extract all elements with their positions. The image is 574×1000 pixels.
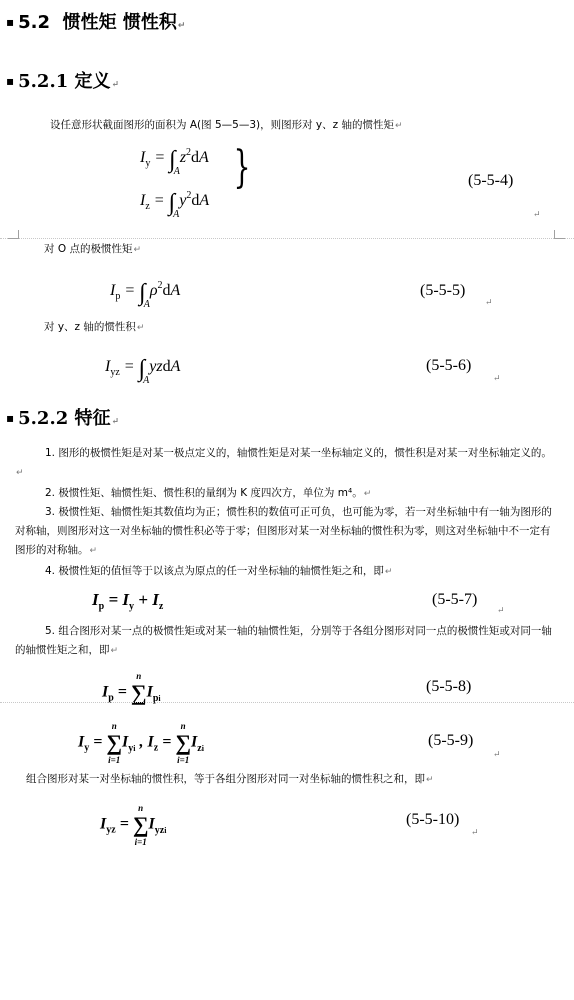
- paragraph-mark: ↵: [497, 606, 505, 616]
- page-break-line: [0, 238, 574, 239]
- paragraph-mark: ↵: [111, 417, 120, 427]
- equation-iz: $I_z = \int_Ay^2dA$: [140, 190, 210, 220]
- feature-item-6: [26, 770, 434, 790]
- equation-ip: $I_p = \int_A\rho^2dA$: [110, 280, 181, 310]
- equation-iy-iz-composite: $I_y$ = n ∑ i=1 $I_{yi}$ , $I_z$ = n ∑ i=1 $I_{zi}$: [78, 721, 204, 765]
- paragraph-mark: ↵: [89, 546, 98, 556]
- section-heading-5-2-2: ▪ 5.2.2 特征↵: [6, 408, 120, 429]
- polar-intro: [44, 240, 141, 260]
- feature-item-2: [15, 484, 560, 504]
- paragraph-mark: ↵: [426, 775, 434, 785]
- equation-iyz-composite: $I_{yz}$ = n ∑ i=1 $I_{yzi}$: [100, 803, 167, 847]
- paragraph-mark: ↵: [133, 245, 141, 255]
- definition-intro-text: 设任意形状截面图形的面积为 A(图 5—5—3)，则图形对 y、z 轴的惯性矩: [50, 119, 394, 131]
- paragraph-mark: ↵: [533, 210, 541, 220]
- paragraph-mark: ↵: [485, 298, 493, 308]
- paragraph-mark: ↵: [111, 80, 120, 90]
- product-intro: [44, 318, 144, 338]
- paragraph-mark: ↵: [471, 828, 479, 838]
- equation-number: (5-5-4): [468, 172, 514, 189]
- equation-iy: $I_y = \int_Az^2dA$: [140, 147, 209, 177]
- paragraph-mark: ↵: [177, 21, 186, 31]
- paragraph-mark: ↵: [384, 567, 393, 577]
- equation-number: (5-5-5): [420, 282, 466, 299]
- section-number: 5.2.1: [18, 71, 69, 92]
- feature-text: 2. 极惯性矩、轴惯性矩、惯性积的量纲为 K 度四次方，单位为 m⁴。: [45, 487, 363, 499]
- equation-iyz: $I_{yz}$ = $\int_AyzdA$: [105, 356, 181, 386]
- section-heading-5-2: ▪ 5.2 惯性矩 惯性积↵: [6, 12, 186, 33]
- equation-number: (5-5-6): [426, 357, 472, 374]
- polar-intro-text: 对 O 点的极惯性矩: [44, 243, 133, 255]
- feature-item-1: [15, 444, 560, 483]
- paragraph-mark: ↵: [110, 646, 119, 656]
- paragraph-mark: ↵: [493, 374, 501, 384]
- paragraph-mark: ↵: [493, 750, 501, 760]
- feature-text: 组合图形对某一对坐标轴的惯性积，等于各组分图形对同一对坐标轴的惯性积之和，即: [26, 773, 425, 785]
- section-heading-5-2-1: ▪ 5.2.1 定义↵: [6, 71, 120, 92]
- paragraph-mark: ↵: [395, 121, 403, 131]
- equation-number: (5-5-10): [406, 811, 460, 828]
- paragraph-mark: ↵: [136, 323, 145, 333]
- section-number: 5.2.2: [18, 408, 69, 429]
- feature-text: 3. 极惯性矩、轴惯性矩其数值均为正；惯性积的数值可正可负，也可能为零，若一对坐标轴中有一轴为图形的对称轴，则图形对这一对坐标轴的惯性积必等于零；但图形对某一对坐标轴的惯性积为零，则这对坐标轴中不一定有图形的对称轴。: [15, 506, 552, 556]
- margin-corner-mark: [8, 230, 19, 239]
- equation-number: (5-5-9): [428, 732, 474, 749]
- feature-item-4: [15, 562, 560, 582]
- section-title: 惯性矩 惯性积: [62, 12, 177, 33]
- definition-intro: [50, 116, 403, 136]
- paragraph-mark: ↵: [363, 489, 372, 499]
- feature-item-5: [15, 622, 560, 661]
- equation-ip-composite: $I_p$ = n ∑ $I_{pi}$: [102, 671, 161, 705]
- feature-text: 4. 极惯性矩的值恒等于以该点为原点的任一对坐标轴的轴惯性矩之和，即: [45, 565, 384, 577]
- section-title: 定义: [74, 71, 111, 92]
- feature-item-3: [15, 503, 560, 561]
- feature-text: 5. 组合图形对某一点的极惯性矩或对某一轴的轴惯性矩，分别等于各组分图形对同一点的极惯性矩或对同一轴的轴惯性矩之和，即: [15, 625, 552, 656]
- equation-number: (5-5-7): [432, 591, 478, 608]
- margin-corner-mark: [554, 230, 565, 239]
- equation-number: (5-5-8): [426, 678, 472, 695]
- equation-brace: }: [233, 142, 251, 193]
- paragraph-mark: ↵: [16, 468, 24, 478]
- section-title: 特征: [74, 408, 111, 429]
- section-number: 5.2: [18, 12, 51, 33]
- feature-text: 1. 图形的极惯性矩是对某一极点定义的，轴惯性矩是对某一坐标轴定义的，惯性积是对某一对坐标轴定义的。: [45, 447, 552, 459]
- equation-ip-sum: $I_p = I_y + I_z$: [92, 590, 164, 612]
- page-break-line: [0, 702, 574, 703]
- product-intro-text: 对 y、z 轴的惯性积: [44, 321, 136, 333]
